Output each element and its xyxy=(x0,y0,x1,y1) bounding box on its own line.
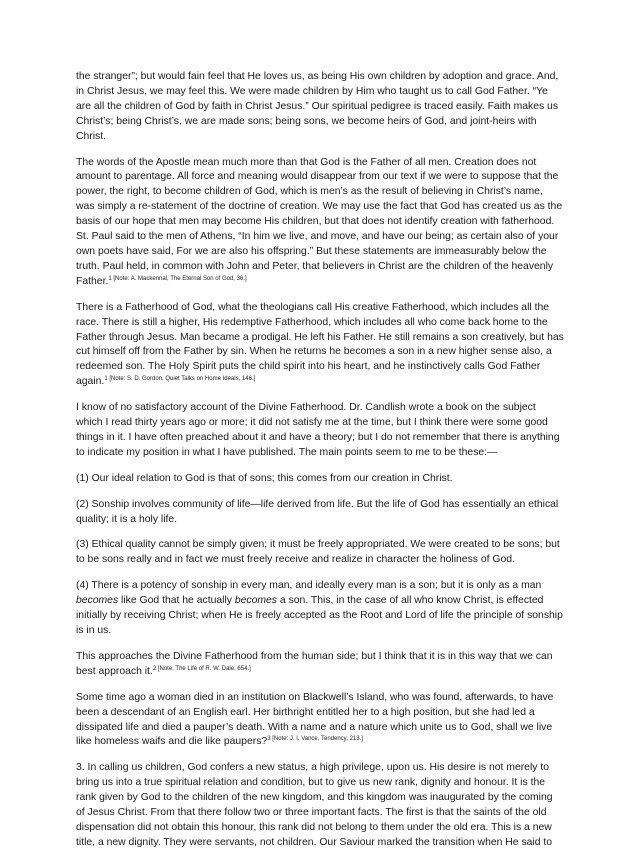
emphasis-becomes-2: becomes xyxy=(234,595,278,607)
footnote-4: 3 [Note: J. I. Vance, Tendency, 213.] xyxy=(267,736,363,743)
paragraph-4: I know of no satisfactory account of the Divine Fatherhood. Dr. Candlish wrote a book on the subject which I read thirty years ago or more; it did not satisfy me at the time, but I think there were some good things in it. I have often preached about it and have a theory; but I do not remember that there is anything to indicate my position in what I have published. The main points seem to me to be these:— xyxy=(76,402,560,458)
paragraph-6: (2) Sonship involves community of life—life derived from life. But the life of God has essentially an ethical quality; it is a holy life. xyxy=(76,498,559,525)
paragraph-7: (3) Ethical quality cannot be simply given; it must be freely appropriated. We were created to be sons; but to be sons really and in fact we must freely receive and realize in character the holiness of God. xyxy=(76,539,560,566)
document-page xyxy=(76,70,564,862)
footnote-3: 2 [Note: The Life of R. W. Dale, 654.] xyxy=(152,665,251,672)
paragraph-11: 3. In calling us children, God confers a new status, a high privilege, upon us. His desire is not merely to bring us into a true spiritual relation and condition, but to give us new rank, dignity and honour. It is the rank given by God to the children of the new kingdom, and this kingdom was inaugurated by the coming of Jesus Christ. From that there follow two or three important facts. The first is that the saints of the old dispensation did not obtain this honour, this rank did not belong to them under the old era. This is a new title, a new dignity. They were servants, not children. Our Saviour marked the transition when He said to xyxy=(76,762,553,848)
footnote-1: 1 [Note: A. Mackennal, The Eternal Son of God, 36.] xyxy=(108,275,247,282)
paragraph-8: (4) There is a potency of sonship in every man, and ideally every man is a son; but it is only as a man becomes like God that he actually becomes a son. This, in the case of all who know Christ, is effected initially by receiving Christ; when He is freely accepted as the Root and Lord of life the principle of sonship is in us. xyxy=(76,580,563,636)
emphasis-becomes-1: becomes xyxy=(76,595,119,607)
footnote-2: 1 [Note: S. D. Gordon, Quiet Talks on Home Ideals, 146.] xyxy=(104,376,256,383)
paragraph-5: (1) Our ideal relation to God is that of sons; this comes from our creation in Christ. xyxy=(76,472,453,484)
paragraph-2: The words of the Apostle mean much more than that God is the Father of all men. Creation does not amount to parentage. All force and meaning would disappear from our text if we were to suppose that the power, the right, to become children of God, which is men’s as the result of believing in Christ’s name, was simply a re-statement of the doctrine of creation. We may use the fact that God has created us as the basis of our hope that men may become His children, but that does not identify creation with fatherhood. St. Paul said to the men of Athens, “In him we live, and move, and have our being; as certain also of your own poets have said, For we are also his offspring.” But these statements are immeasurably below the truth. Paul held, in common with John and Peter, that believers in Christ are the children of the heavenly Father.$^{1 [Note: A. Mackennal, The Eternal Son of God, 36.]}$ xyxy=(76,156,563,287)
paragraph-1: the stranger”; but would fain feel that He loves us, as being His own children by adoption and grace. And, in Christ Jesus, we may feel this. We were made children by Him who taught us to call God Father. “Ye are all the children of God by faith in Christ Jesus.” Our spiritual pedigree is traced easily. Faith makes us Christ’s; being Christ’s, we are made sons; being sons, we become heirs of God, and joint-heirs with Christ. xyxy=(76,71,559,142)
paragraph-9: This approaches the Divine Fatherhood from the human side; but I think that it is in this way that we can best approach it.$^{2 [Note: The Life of R. W. Dale, 654.]}$ xyxy=(76,650,553,677)
paragraph-10: Some time ago a woman died in an institution on Blackwell’s Island, who was found, afterwards, to have been a descendant of an English earl. Her birthright entitled her to a high position, but she had led a dissipated life and died a pauper’s death. With a name and a nature which unite us to God, shall we live like homeless waifs and die like paupers?$^{3 [Note: J. I. Vance, Tendency, 213.]}$ xyxy=(76,691,554,748)
paragraph-3: There is a Fatherhood of God, what the theologians call His creative Fatherhood, which includes all the race. There is still a higher, His redemptive Fatherhood, which includes all who come back home to the Father through Jesus. Man became a prodigal. He left his Father. He still remains a son creatively, but has cut himself off from the Father by sin. When he returns he becomes a son in a new higher sense also, a redeemed son. The Holy Spirit puts the child spirit into his heart, and he instinctively calls God Father again.$^{1 [Note: S. D. Gordon, Quiet Talks on Home Ideals, 146.]}$ xyxy=(76,301,564,388)
